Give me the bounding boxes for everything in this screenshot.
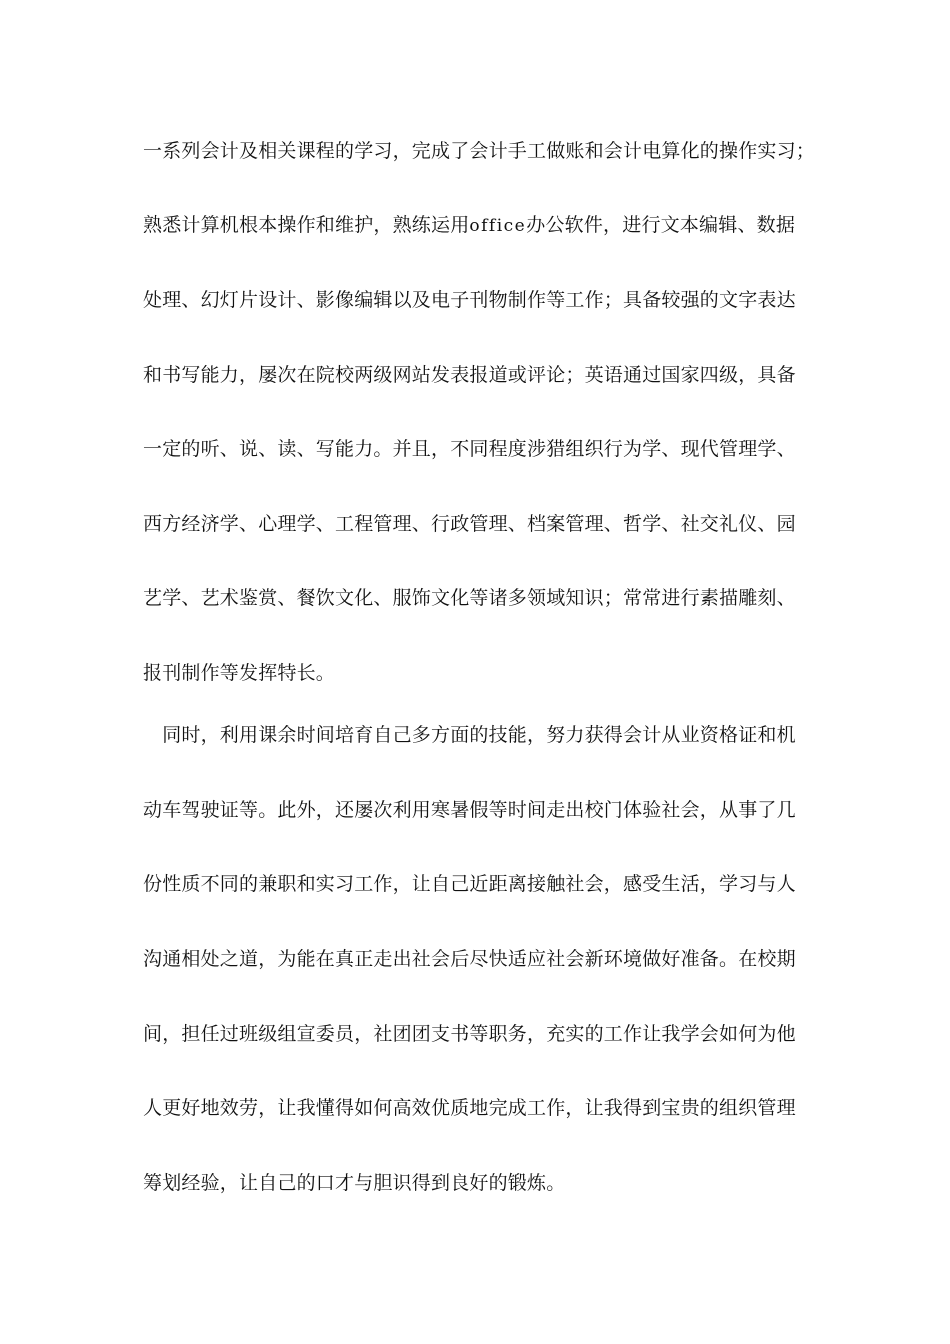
text-segment: 熟悉计算机根本操作和维护，熟练运用 [143,214,470,236]
text-line: 一定的听、说、读、写能力。并且，不同程度涉猎组织行为学、现代管理学、 [143,438,796,460]
latin-term: office [469,216,527,236]
text-segment: 办公软件，进行文本编辑、数据 [526,214,796,236]
text-line: 一系列会计及相关课程的学习，完成了会计手工做账和会计电算化的操作实习； [143,140,816,162]
text-line: 艺学、艺术鉴赏、餐饮文化、服饰文化等诸多领域知识；常常进行素描雕刻、 [143,587,796,609]
text-line: 份性质不同的兼职和实习工作，让自己近距离接触社会，感受生活，学习与人 [143,873,796,895]
text-line [143,212,823,239]
text-line: 沟通相处之道，为能在真正走出社会后尽快适应社会新环境做好准备。在校期 [143,948,796,970]
text-line: 同时，利用课余时间培育自己多方面的技能，努力获得会计从业资格证和机 [143,724,796,746]
text-line: 间，担任过班级组宣委员，社团团支书等职务，充实的工作让我学会如何为他 [143,1023,796,1045]
text-line: 动车驾驶证等。此外，还屡次利用寒暑假等时间走出校门体验社会，从事了几 [143,799,796,821]
text-line: 人更好地效劳，让我懂得如何高效优质地完成工作，让我得到宝贵的组织管理 [143,1097,796,1119]
text-line: 处理、幻灯片设计、影像编辑以及电子刊物制作等工作；具备较强的文字表达 [143,289,796,311]
text-line: 西方经济学、心理学、工程管理、行政管理、档案管理、哲学、社交礼仪、园 [143,513,796,535]
text-line: 报刊制作等发挥特长。 [143,662,336,684]
text-line: 筹划经验，让自己的口才与胆识得到良好的锻炼。 [143,1172,566,1194]
text-line: 和书写能力，屡次在院校两级网站发表报道或评论；英语通过国家四级，具备 [143,364,796,386]
